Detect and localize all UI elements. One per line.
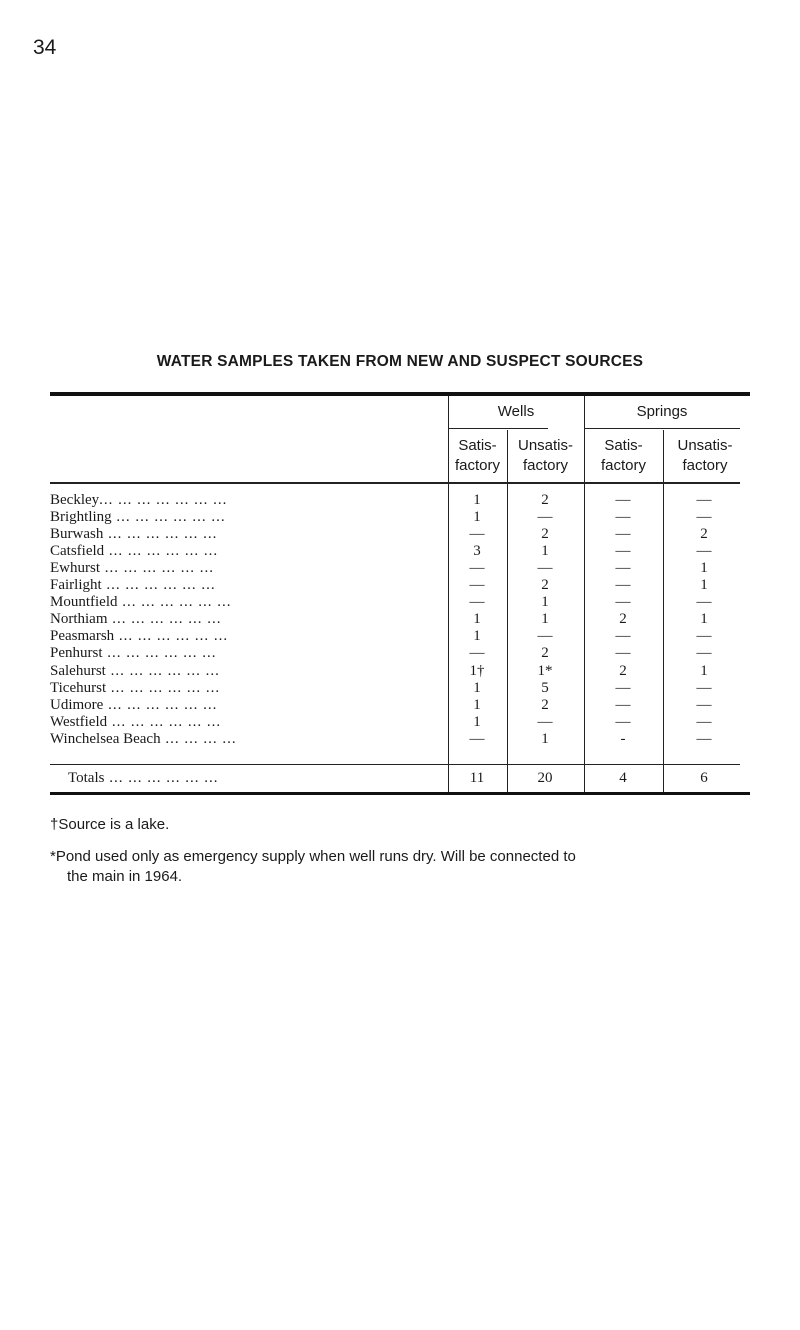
- location-text: Burwash: [50, 526, 104, 543]
- value-cell: —: [696, 713, 712, 730]
- footnote-lake: †Source is a lake.: [50, 816, 170, 833]
- leader-dots: ... ... ... ... ... ...: [111, 509, 226, 526]
- location-text: Beckley: [50, 492, 100, 508]
- table-row: [50, 680, 750, 697]
- value-cell: 2: [541, 526, 549, 543]
- value-cell: 1: [473, 713, 481, 730]
- table-bottom-rule: [50, 792, 750, 795]
- footnote-pond-continued: the main in 1964.: [67, 868, 183, 885]
- row-location-name: [50, 560, 445, 577]
- leader-dots: ... ... ... ... ... ...: [101, 577, 216, 594]
- wells-header: Wells: [497, 403, 535, 420]
- value-cell: —: [469, 526, 485, 543]
- row-location-name: [50, 714, 445, 731]
- value-cell: —: [469, 730, 485, 747]
- row-location-name: [50, 492, 445, 509]
- value-cell: 2: [541, 492, 549, 508]
- value-cell: 1: [700, 560, 708, 577]
- row-location-name: [50, 663, 445, 680]
- value-cell: 1: [473, 509, 481, 526]
- value-cell: —: [469, 645, 485, 662]
- row-location-name: [50, 731, 445, 748]
- table-top-rule: [50, 392, 750, 396]
- table-row: [50, 663, 750, 680]
- value-cell: 2: [541, 696, 549, 713]
- header-line: Unsatis-: [517, 437, 573, 454]
- value-cell: 1: [700, 611, 708, 628]
- value-cell: —: [696, 679, 712, 696]
- header-line: factory: [682, 457, 728, 474]
- value-cell: —: [469, 594, 485, 611]
- table-row: [50, 560, 750, 577]
- table-row: [50, 509, 750, 526]
- value-cell: 5: [541, 679, 549, 696]
- table-row: [50, 731, 750, 748]
- table-row: [50, 526, 750, 543]
- value-cell: —: [696, 628, 712, 645]
- value-cell: 1: [541, 730, 549, 747]
- leader-dots: ... ... ... ... ... ...: [107, 713, 222, 730]
- value-cell: —: [696, 594, 712, 611]
- value-cell: —: [696, 509, 712, 526]
- leader-dots: ... ... ... ... ... ... ...: [99, 492, 228, 508]
- total-value-cell: 11: [469, 770, 485, 786]
- total-value-cell: 4: [619, 770, 627, 786]
- leader-dots: ... ... ... ... ... ...: [107, 611, 222, 628]
- header-line: factory: [454, 457, 500, 474]
- value-cell: 2: [541, 645, 549, 662]
- location-text: Ticehurst: [50, 679, 107, 696]
- table-row: [50, 697, 750, 714]
- table-row: [50, 577, 750, 594]
- value-cell: —: [469, 560, 485, 577]
- value-cell: —: [696, 543, 712, 560]
- leader-dots: ... ... ... ... ... ...: [102, 645, 217, 662]
- value-cell: 1: [473, 628, 481, 645]
- value-cell: —: [537, 560, 553, 577]
- location-text: Ewhurst: [50, 560, 100, 577]
- springs-header: Springs: [636, 403, 688, 420]
- header-line: Satis-: [458, 437, 497, 454]
- leader-dots: ... ... ... ... ... ...: [103, 526, 218, 543]
- value-cell: 2: [541, 577, 549, 594]
- row-location-name: [50, 509, 445, 526]
- table-row: [50, 628, 750, 645]
- value-cell: 1: [473, 696, 481, 713]
- total-value-cell: 20: [537, 770, 553, 786]
- row-location-name: [50, 526, 445, 543]
- location-text: Mountfield: [50, 594, 118, 611]
- value-cell: —: [696, 492, 712, 508]
- value-cell: —: [615, 492, 631, 508]
- table-row: [50, 611, 750, 628]
- location-text: Salehurst: [50, 662, 106, 679]
- totals-row: [50, 770, 750, 787]
- location-text: Winchelsea Beach: [50, 730, 161, 747]
- table-row: [50, 645, 750, 662]
- header-line: factory: [522, 457, 568, 474]
- header-line: Satis-: [604, 437, 643, 454]
- value-cell: 2: [700, 526, 708, 543]
- value-cell: 1: [700, 662, 708, 679]
- leader-dots: ... ... ... ... ... ...: [100, 560, 214, 577]
- value-cell: —: [615, 645, 631, 662]
- value-cell: 1: [541, 611, 549, 628]
- value-cell: —: [696, 645, 712, 662]
- leader-dots: ... ... ... ... ... ...: [103, 696, 218, 713]
- value-cell: —: [615, 577, 631, 594]
- row-location-name: [50, 628, 445, 645]
- value-cell: —: [537, 713, 553, 730]
- location-text: Fairlight: [50, 577, 102, 594]
- value-cell: —: [469, 577, 485, 594]
- location-text: Udimore: [50, 696, 104, 713]
- value-cell: —: [615, 543, 631, 560]
- leader-dots: ... ... ... ...: [160, 730, 237, 747]
- wells-unsatisfactory-header: [507, 436, 584, 476]
- value-cell: —: [615, 560, 631, 577]
- table-title: WATER SAMPLES TAKEN FROM NEW AND SUSPECT SOURCES: [156, 353, 644, 370]
- value-cell: —: [615, 526, 631, 543]
- header-line: Unsatis-: [677, 437, 733, 454]
- value-cell: —: [696, 696, 712, 713]
- leader-dots: ... ... ... ... ... ...: [114, 628, 229, 645]
- location-text: Brightling: [50, 509, 112, 526]
- table-row: [50, 492, 750, 509]
- value-cell: 1: [473, 492, 481, 508]
- row-location-name: [50, 697, 445, 714]
- leader-dots: ... ... ... ... ... ...: [117, 594, 232, 611]
- value-cell: 1*: [537, 662, 553, 679]
- value-cell: 1: [700, 577, 708, 594]
- totals-label: Totals ... ... ... ... ... ...: [68, 770, 219, 786]
- row-location-name: [50, 611, 445, 628]
- value-cell: —: [615, 713, 631, 730]
- value-cell: 3: [473, 543, 481, 560]
- location-text: Northiam: [50, 611, 108, 628]
- value-cell: -: [620, 730, 626, 747]
- row-location-name: [50, 577, 445, 594]
- footnote-pond: *Pond used only as emergency supply when well runs dry. Will be connected to: [50, 848, 576, 865]
- row-location-name: [50, 680, 445, 697]
- value-cell: —: [615, 679, 631, 696]
- leader-dots: ... ... ... ... ... ...: [105, 662, 220, 679]
- springs-unsatisfactory-header: [663, 436, 747, 476]
- value-cell: 1†: [469, 662, 485, 679]
- value-cell: —: [615, 696, 631, 713]
- header-line: factory: [600, 457, 646, 474]
- location-text: Catsfield: [50, 543, 105, 560]
- table-row: [50, 594, 750, 611]
- table-row: [50, 543, 750, 560]
- row-location-name: [50, 594, 445, 611]
- group-divider-wells: [448, 428, 548, 429]
- header-bottom-rule: [50, 482, 740, 484]
- wells-satisfactory-header: [448, 436, 507, 476]
- value-cell: —: [696, 730, 712, 747]
- value-cell: 1: [473, 679, 481, 696]
- location-text: Westfield: [50, 713, 108, 730]
- group-divider-springs: [584, 428, 740, 429]
- value-cell: 1: [541, 594, 549, 611]
- springs-satisfactory-header: [584, 436, 663, 476]
- location-text: Peasmarsh: [50, 628, 115, 645]
- leader-dots: ... ... ... ... ... ...: [104, 543, 219, 560]
- total-value-cell: 6: [700, 770, 708, 786]
- location-text: Penhurst: [50, 645, 103, 662]
- value-cell: —: [615, 594, 631, 611]
- value-cell: 2: [619, 662, 627, 679]
- leader-dots: ... ... ... ... ... ...: [106, 679, 221, 696]
- row-location-name: [50, 645, 445, 662]
- value-cell: —: [537, 509, 553, 526]
- totals-top-rule: [50, 764, 740, 765]
- value-cell: —: [537, 628, 553, 645]
- value-cell: 1: [473, 611, 481, 628]
- value-cell: —: [615, 509, 631, 526]
- table-row: [50, 714, 750, 731]
- page-number: 34: [33, 36, 57, 59]
- value-cell: 1: [541, 543, 549, 560]
- value-cell: 2: [619, 611, 627, 628]
- row-location-name: [50, 543, 445, 560]
- value-cell: —: [615, 628, 631, 645]
